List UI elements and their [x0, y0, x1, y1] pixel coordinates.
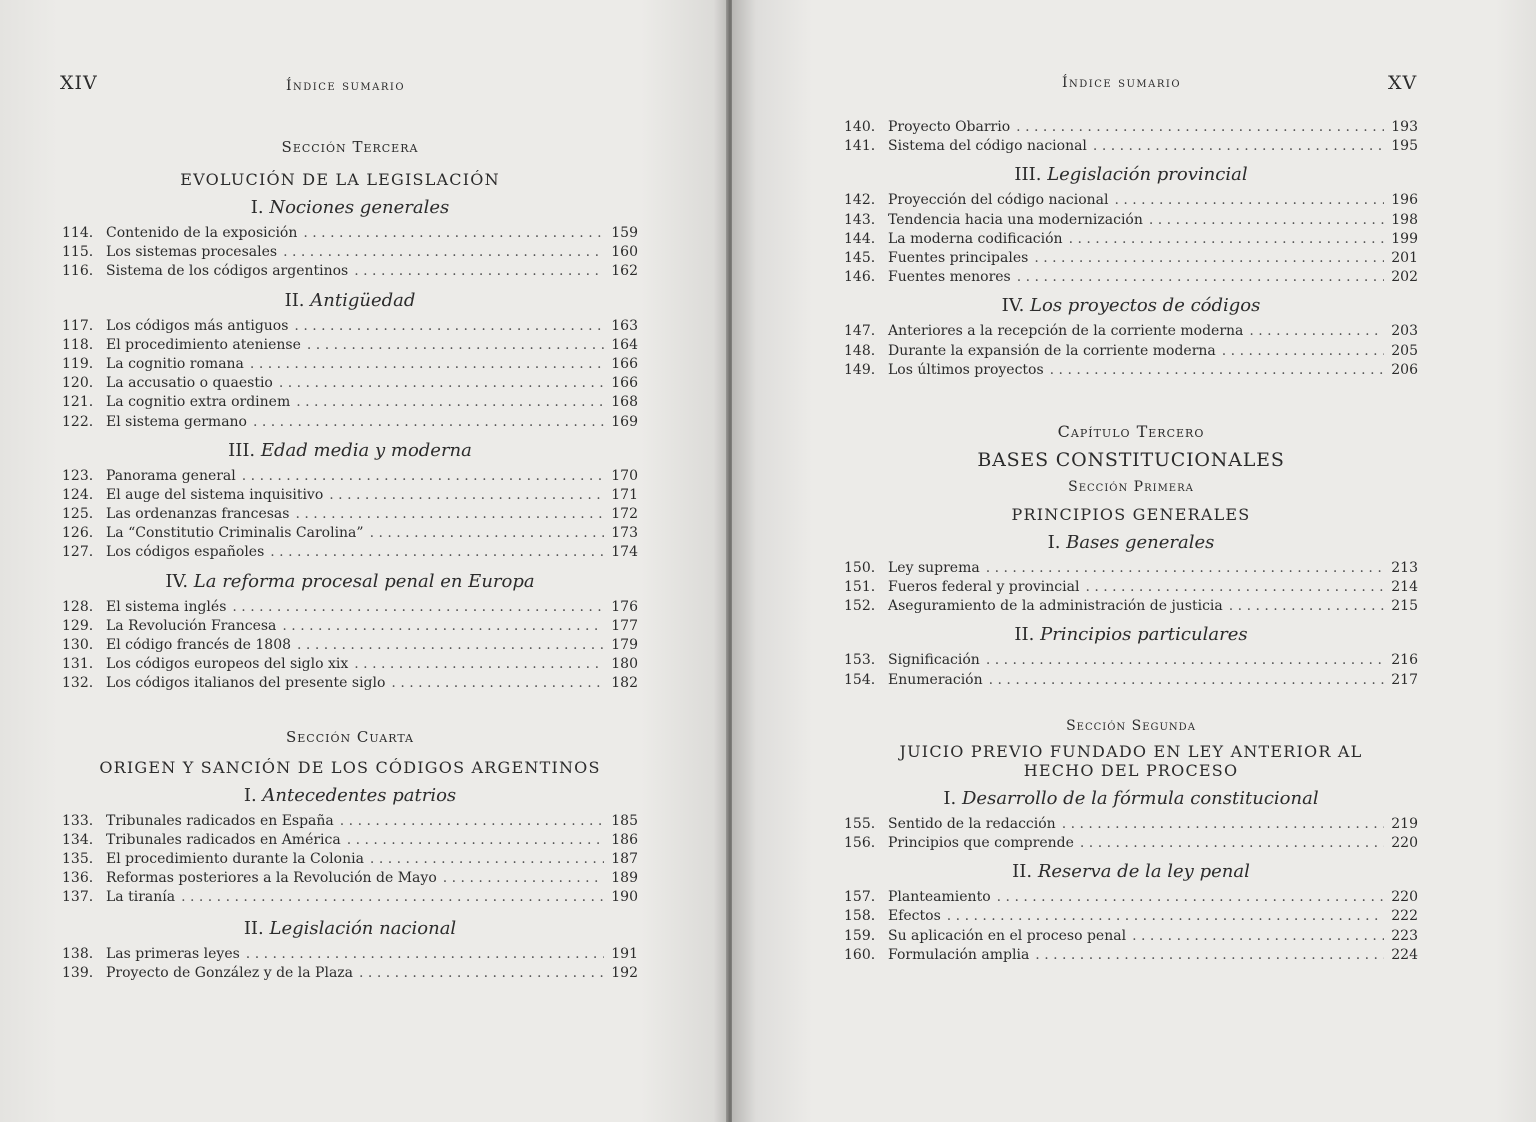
entry-title: La “Constitutio Criminalis Carolina” — [106, 525, 364, 542]
entry-page: 168 — [611, 394, 638, 411]
entry-page: 195 — [1391, 138, 1418, 155]
subsection-heading — [62, 290, 638, 311]
entry-page: 166 — [611, 355, 638, 372]
page-number: XIV — [60, 72, 98, 94]
entry-title: La moderna codificación — [888, 230, 1063, 247]
leader-dots — [1222, 342, 1384, 361]
toc-entry — [844, 907, 1418, 926]
entry-number: 159. — [844, 927, 876, 944]
entry-number: 138. — [62, 945, 94, 962]
leader-dots — [1017, 268, 1384, 287]
entry-page: 185 — [611, 812, 638, 829]
entry-page: 219 — [1391, 815, 1418, 832]
leader-dots — [1016, 118, 1384, 137]
entry-number: 151. — [844, 579, 876, 596]
entry-page: 215 — [1391, 598, 1418, 615]
toc-entry — [62, 524, 638, 543]
entry-page: 171 — [611, 486, 638, 503]
toc-entry — [62, 243, 638, 262]
entry-title: Reformas posteriores a la Revolución de Mayo — [106, 870, 437, 887]
section-title: Sección Primera — [1068, 478, 1194, 495]
entry-page: 182 — [611, 675, 638, 692]
entry-page: 214 — [1391, 579, 1418, 596]
subsection-heading — [62, 197, 638, 218]
entry-page: 159 — [611, 225, 638, 241]
entry-title: El procedimiento durante la Colonia — [106, 850, 364, 867]
toc-entry — [844, 815, 1418, 834]
subsection-title: Legislación nacional — [269, 917, 457, 939]
toc-entry — [844, 559, 1418, 578]
toc-entry — [62, 543, 638, 562]
leader-dots — [1149, 211, 1384, 230]
toc-entry — [62, 655, 638, 674]
subsection-numeral: III. — [228, 439, 256, 461]
subsection-heading — [844, 861, 1418, 882]
toc-entry — [844, 322, 1418, 341]
toc-entry — [62, 486, 638, 505]
toc-entry — [62, 674, 638, 693]
subsection-heading — [62, 918, 638, 939]
subsection-numeral: I. — [943, 787, 957, 809]
entry-page: 176 — [611, 598, 638, 615]
leader-dots — [295, 505, 604, 524]
toc-entry — [62, 945, 638, 964]
entry-title: Los sistemas procesales — [106, 244, 278, 261]
leader-dots — [307, 336, 604, 355]
entry-title: La accusatio o quaestio — [106, 375, 273, 392]
leader-dots — [1085, 578, 1384, 597]
entry-title: Su aplicación en el proceso penal — [888, 927, 1127, 944]
entry-page: 217 — [1391, 671, 1418, 688]
subsection-heading — [844, 532, 1418, 553]
entry-number: 150. — [844, 559, 876, 576]
subsection-heading — [62, 440, 638, 461]
leader-dots — [347, 831, 604, 850]
toc-entry — [844, 651, 1418, 670]
page-number: XV — [1388, 72, 1418, 94]
entry-number: 127. — [62, 544, 94, 561]
leader-dots — [1080, 834, 1384, 853]
leader-dots — [246, 945, 604, 964]
leader-dots — [296, 393, 604, 412]
toc-entry — [62, 317, 638, 336]
entry-title: Efectos — [888, 908, 941, 925]
toc-entry — [844, 671, 1418, 690]
subsection-title: Antecedentes patrios — [262, 784, 457, 806]
entry-number: 153. — [844, 652, 876, 669]
toc-entry — [62, 374, 638, 393]
toc-entry — [844, 249, 1418, 268]
entry-number: 141. — [844, 138, 876, 155]
leader-dots — [1229, 597, 1384, 616]
entry-title: Fueros federal y provincial — [888, 579, 1080, 596]
toc-entry — [844, 927, 1418, 946]
toc-entry — [62, 850, 638, 869]
toc-entry — [844, 946, 1418, 965]
entry-number: 155. — [844, 815, 876, 832]
leader-dots — [989, 671, 1384, 690]
entry-page: 163 — [611, 317, 638, 334]
entry-title: La Revolución Francesa — [106, 617, 277, 634]
entry-title: Proyecto Obarrio — [888, 119, 1011, 135]
entry-number: 116. — [62, 263, 94, 280]
leader-dots — [443, 869, 604, 888]
entry-number: 130. — [62, 637, 94, 653]
entry-number: 134. — [62, 831, 94, 848]
subsection-numeral: III. — [1014, 164, 1042, 186]
toc-entry — [62, 617, 638, 636]
leader-dots — [1050, 361, 1384, 380]
entry-number: 146. — [844, 269, 876, 286]
subsection-heading — [844, 788, 1418, 809]
entry-page: 190 — [611, 889, 638, 906]
subsection-heading — [62, 785, 638, 806]
toc-entry — [844, 137, 1418, 156]
subsection-title: Bases generales — [1066, 531, 1215, 553]
entry-number: 122. — [62, 413, 94, 430]
entry-page: 170 — [611, 467, 638, 484]
entry-title: Principios que comprende — [888, 835, 1074, 851]
subsection-numeral: II. — [1014, 624, 1035, 646]
section-heading: ORIGEN Y SANCIÓN DE LOS CÓDIGOS ARGENTINOS — [99, 757, 601, 777]
entry-number: 117. — [62, 317, 94, 334]
entry-title: Tribunales radicados en América — [106, 831, 341, 848]
leader-dots — [1132, 927, 1384, 946]
leader-dots — [1069, 230, 1384, 249]
entry-number: 148. — [844, 342, 876, 359]
toc-entry — [62, 393, 638, 412]
entry-page: 224 — [1391, 946, 1418, 963]
toc-entry — [62, 636, 638, 655]
entry-title: El auge del sistema inquisitivo — [106, 486, 324, 503]
toc-entry — [844, 361, 1418, 380]
leader-dots — [1035, 946, 1384, 965]
section-title: Sección Tercera — [281, 138, 419, 156]
entry-title: Fuentes principales — [888, 249, 1029, 266]
subsection-title: Desarrollo de la fórmula constitucional — [962, 787, 1319, 809]
subsection-title: Nociones generales — [269, 197, 450, 218]
leader-dots — [1249, 322, 1384, 341]
toc-entry — [62, 869, 638, 888]
toc-entry — [62, 505, 638, 524]
toc-entry — [62, 831, 638, 850]
entry-page: 222 — [1391, 908, 1418, 925]
entry-title: La tiranía — [106, 889, 176, 906]
entry-title: El procedimiento ateniense — [106, 336, 301, 353]
leader-dots — [297, 636, 604, 655]
entry-title: Los últimos proyectos — [888, 361, 1044, 378]
subsection-numeral: II. — [1012, 861, 1033, 883]
entry-page: 192 — [611, 964, 638, 981]
entry-number: 140. — [844, 119, 876, 135]
toc-content — [62, 138, 638, 983]
leader-dots — [294, 317, 604, 336]
toc-entry — [844, 191, 1418, 210]
subsection-title: Los proyectos de códigos — [1030, 295, 1261, 317]
entry-page: 169 — [611, 413, 638, 430]
toc-entry — [62, 355, 638, 374]
toc-entry — [844, 342, 1418, 361]
leader-dots — [1114, 191, 1384, 210]
leader-dots — [340, 812, 604, 831]
entry-page: 198 — [1391, 211, 1418, 228]
toc-entry — [844, 118, 1418, 137]
entry-title: Enumeración — [888, 671, 983, 688]
entry-number: 131. — [62, 656, 94, 673]
entry-page: 202 — [1391, 269, 1418, 286]
leader-dots — [1093, 137, 1384, 156]
entry-page: 164 — [611, 336, 638, 353]
subsection-heading — [844, 624, 1418, 645]
toc-entry — [62, 888, 638, 907]
entry-page: 193 — [1391, 119, 1418, 135]
entry-number: 119. — [62, 355, 94, 372]
entry-page: 216 — [1391, 652, 1418, 669]
entry-title: Sentido de la redacción — [888, 815, 1056, 832]
chapter-title: Capítulo Tercero — [1057, 421, 1205, 441]
entry-number: 129. — [62, 617, 94, 634]
entry-number: 115. — [62, 244, 94, 261]
entry-title: Sistema de los códigos argentinos — [106, 263, 349, 280]
entry-number: 136. — [62, 870, 94, 887]
toc-entry — [844, 578, 1418, 597]
entry-number: 120. — [62, 375, 94, 392]
leader-dots — [997, 888, 1384, 907]
section-heading: HECHO DEL PROCESO — [1023, 760, 1239, 780]
entry-number: 160. — [844, 946, 876, 963]
entry-title: La cognitio extra ordinem — [106, 394, 291, 411]
leader-dots — [250, 355, 604, 374]
toc-entry — [844, 834, 1418, 853]
leader-dots — [181, 888, 604, 907]
leader-dots — [279, 374, 604, 393]
entry-number: 125. — [62, 506, 94, 523]
leader-dots — [370, 850, 604, 869]
entry-title: Sistema del código nacional — [888, 138, 1087, 155]
entry-number: 139. — [62, 964, 94, 981]
entry-page: 166 — [611, 375, 638, 392]
entry-number: 121. — [62, 394, 94, 411]
entry-number: 128. — [62, 598, 94, 615]
toc-entry — [62, 224, 638, 243]
entry-number: 132. — [62, 675, 94, 692]
entry-title: Fuentes menores — [888, 269, 1011, 286]
entry-title: Durante la expansión de la corriente moderna — [888, 342, 1216, 359]
subsection-numeral: II. — [284, 289, 305, 311]
leader-dots — [947, 907, 1384, 926]
subsection-numeral: II. — [243, 917, 264, 939]
toc-entry — [844, 268, 1418, 287]
toc-entry — [62, 812, 638, 831]
toc-entry — [62, 598, 638, 617]
subsection-title: Reserva de la ley penal — [1037, 861, 1250, 883]
toc-entry — [62, 336, 638, 355]
section-heading: JUICIO PREVIO FUNDADO EN LEY ANTERIOR AL — [899, 741, 1363, 761]
entry-page: 203 — [1391, 323, 1418, 340]
leader-dots — [1062, 815, 1384, 834]
entry-page: 201 — [1391, 249, 1418, 266]
subsection-heading — [62, 571, 638, 592]
entry-title: La cognitio romana — [106, 355, 244, 372]
entry-number: 143. — [844, 211, 876, 228]
entry-number: 114. — [62, 225, 94, 241]
entry-number: 133. — [62, 812, 94, 829]
entry-title: Significación — [888, 652, 980, 669]
entry-title: Ley suprema — [888, 559, 980, 576]
entry-page: 196 — [1391, 192, 1418, 209]
leader-dots — [329, 486, 604, 505]
entry-page: 206 — [1391, 361, 1418, 378]
entry-title: Las primeras leyes — [106, 945, 240, 962]
entry-page: 205 — [1391, 342, 1418, 359]
subsection-title: Antigüedad — [310, 289, 416, 311]
entry-number: 149. — [844, 361, 876, 378]
entry-page: 162 — [611, 263, 638, 280]
toc-entry — [844, 888, 1418, 907]
entry-number: 158. — [844, 908, 876, 925]
leader-dots — [354, 262, 604, 281]
toc-entry — [844, 211, 1418, 230]
subsection-title: Legislación provincial — [1047, 164, 1248, 186]
toc-entry — [62, 413, 638, 432]
toc-entry — [844, 230, 1418, 249]
toc-entry — [62, 262, 638, 281]
entry-title: Contenido de la exposición — [106, 225, 298, 241]
leader-dots — [253, 413, 604, 432]
entry-number: 154. — [844, 671, 876, 688]
subsection-heading — [844, 164, 1418, 185]
running-head: Índice sumario — [1062, 75, 1182, 91]
entry-title: El sistema inglés — [106, 598, 227, 615]
subsection-numeral: IV. — [165, 570, 189, 592]
leader-dots — [1034, 249, 1384, 268]
entry-page: 189 — [611, 870, 638, 887]
toc-entry — [62, 467, 638, 486]
entry-number: 144. — [844, 230, 876, 247]
entry-page: 179 — [611, 637, 638, 653]
leader-dots — [359, 964, 604, 983]
subsection-title: Edad media y moderna — [260, 439, 472, 461]
leader-dots — [270, 543, 604, 562]
entry-page: 220 — [1391, 835, 1418, 851]
entry-page: 220 — [1391, 889, 1418, 906]
toc-entry — [844, 597, 1418, 616]
entry-title: Aseguramiento de la administración de justicia — [888, 598, 1223, 615]
leader-dots — [986, 559, 1384, 578]
entry-number: 118. — [62, 336, 94, 353]
entry-title: Proyección del código nacional — [888, 192, 1109, 209]
right-page — [732, 0, 1536, 1122]
entry-number: 124. — [62, 486, 94, 503]
leader-dots — [283, 243, 604, 262]
entry-page: 213 — [1391, 559, 1418, 576]
entry-number: 142. — [844, 192, 876, 209]
entry-page: 186 — [611, 831, 638, 848]
section-heading: EVOLUCIÓN DE LA LEGISLACIÓN — [180, 170, 500, 189]
entry-page: 160 — [611, 244, 638, 261]
entry-title: Planteamiento — [888, 889, 991, 906]
entry-number: 147. — [844, 323, 876, 340]
leader-dots — [282, 617, 604, 636]
left-page — [0, 0, 728, 1122]
entry-title: Los códigos europeos del siglo xix — [106, 656, 349, 673]
entry-title: El sistema germano — [106, 413, 247, 430]
section-title: Sección Cuarta — [285, 727, 415, 746]
entry-number: 152. — [844, 598, 876, 615]
section-heading: PRINCIPIOS GENERALES — [1011, 504, 1251, 524]
entry-page: 180 — [611, 656, 638, 673]
entry-page: 172 — [611, 506, 638, 523]
toc-content — [844, 118, 1418, 965]
chapter-heading: BASES CONSTITUCIONALES — [977, 448, 1285, 471]
subsection-numeral: I. — [250, 197, 264, 218]
entry-page: 177 — [611, 617, 638, 634]
entry-title: Anteriores a la recepción de la corriente moderna — [888, 323, 1244, 340]
entry-title: Panorama general — [106, 467, 236, 484]
entry-page: 199 — [1391, 230, 1418, 247]
subsection-heading — [844, 295, 1418, 316]
leader-dots — [354, 655, 604, 674]
entry-title: Los códigos españoles — [106, 544, 265, 561]
entry-number: 145. — [844, 249, 876, 266]
leader-dots — [242, 467, 604, 486]
subsection-numeral: IV. — [1001, 295, 1025, 317]
entry-title: Los códigos italianos del presente siglo — [106, 675, 386, 692]
entry-number: 126. — [62, 525, 94, 542]
entry-page: 173 — [611, 525, 638, 542]
subsection-numeral: I. — [1047, 531, 1061, 553]
entry-page: 187 — [611, 850, 638, 867]
leader-dots — [303, 224, 604, 243]
entry-number: 156. — [844, 835, 876, 851]
leader-dots — [391, 674, 604, 693]
entry-title: Proyecto de González y de la Plaza — [106, 964, 354, 981]
entry-number: 157. — [844, 889, 876, 906]
entry-number: 135. — [62, 850, 94, 867]
section-title: Sección Segunda — [1066, 717, 1196, 734]
entry-title: Los códigos más antiguos — [106, 317, 289, 334]
entry-number: 123. — [62, 467, 94, 484]
entry-page: 223 — [1391, 927, 1418, 944]
entry-page: 174 — [611, 544, 638, 561]
running-head: Índice sumario — [286, 78, 406, 94]
subsection-title: La reforma procesal penal en Europa — [193, 570, 535, 592]
leader-dots — [232, 598, 604, 617]
entry-title: Tribunales radicados en España — [106, 812, 334, 829]
entry-title: Formulación amplia — [888, 946, 1030, 963]
subsection-title: Principios particulares — [1040, 624, 1248, 646]
entry-number: 137. — [62, 889, 94, 906]
entry-title: Las ordenanzas francesas — [106, 506, 290, 523]
leader-dots — [370, 524, 604, 543]
toc-entry — [62, 964, 638, 983]
entry-title: El código francés de 1808 — [106, 637, 292, 653]
subsection-numeral: I. — [243, 784, 257, 806]
entry-page: 191 — [611, 945, 638, 962]
leader-dots — [986, 651, 1384, 670]
entry-title: Tendencia hacia una modernización — [888, 211, 1143, 228]
